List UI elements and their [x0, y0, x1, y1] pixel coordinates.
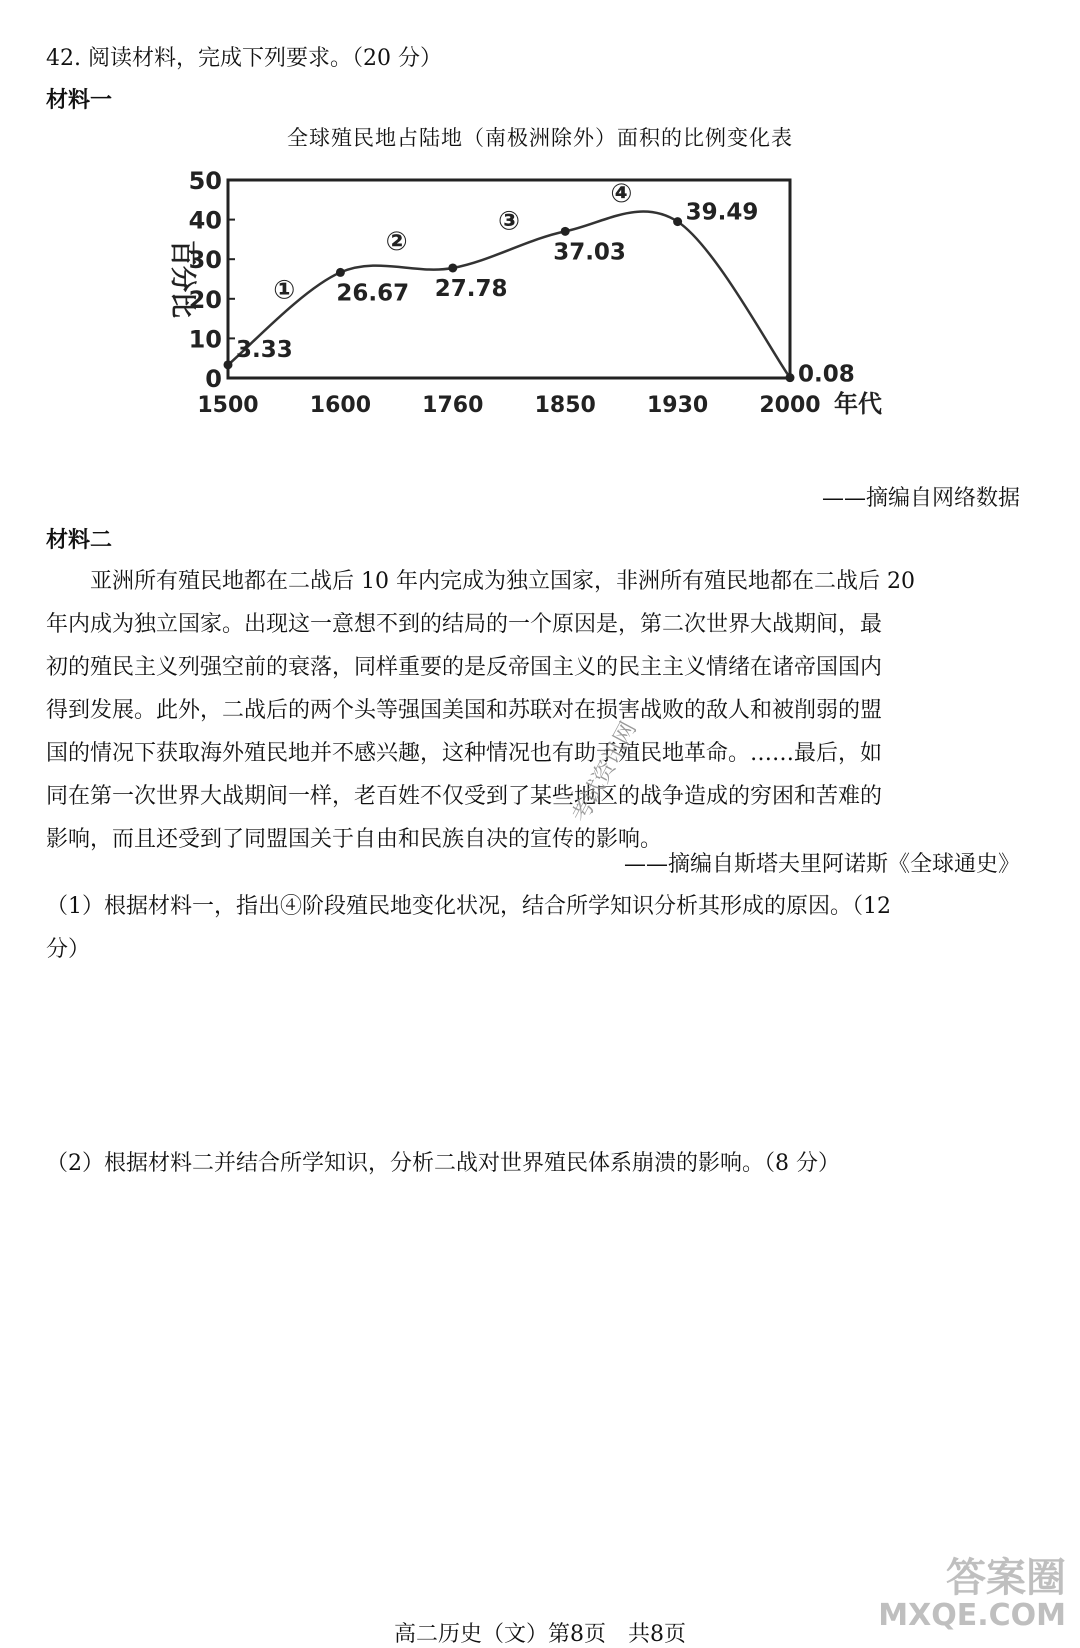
stage-marker: ①	[273, 275, 296, 306]
data-point	[336, 268, 345, 277]
question-1-continued: 分）	[46, 937, 91, 962]
data-label: 0.08	[798, 361, 855, 388]
material1-label: 材料一	[46, 88, 113, 113]
y-tick-label: 10	[188, 325, 222, 354]
data-point	[448, 263, 457, 272]
paragraph-line: 国的情况下获取海外殖民地并不感兴趣，这种情况也有助于殖民地革命。……最后，如	[46, 741, 883, 766]
stage-marker: ②	[385, 227, 408, 258]
data-label: 37.03	[553, 239, 626, 266]
paragraph-line: 亚洲所有殖民地都在二战后 10 年内完成为独立国家，非洲所有殖民地都在二战后 20	[46, 569, 915, 594]
chart-svg	[150, 160, 930, 460]
data-point	[224, 360, 233, 369]
y-tick-label: 0	[205, 365, 222, 393]
source-1: ——摘编自网络数据	[821, 486, 1020, 511]
data-point	[561, 227, 570, 236]
question-2: （2）根据材料二并结合所学知识，分析二战对世界殖民体系崩溃的影响。（8 分）	[46, 1151, 840, 1176]
watermark-logo-text: 答案圈	[946, 1555, 1066, 1601]
paragraph-line: 影响，而且还受到了同盟国关于自由和民族自决的宣传的影响。	[46, 827, 663, 852]
paragraph-line: 年内成为独立国家。出现这一意想不到的结局的一个原因是，第二次世界大战期间，最	[46, 612, 883, 637]
x-tick-label: 2000	[759, 393, 821, 418]
source-2: ——摘编自斯塔夫里阿诺斯《全球通史》	[623, 852, 1020, 877]
watermark-text: 考试资讯网	[568, 717, 642, 827]
x-tick-label: 1850	[534, 393, 596, 418]
stage-marker: ③	[497, 206, 521, 237]
data-label: 26.67	[336, 280, 410, 307]
y-tick-label: 30	[188, 246, 222, 275]
chart-title: 全球殖民地占陆地（南极洲除外）面积的比例变化表	[287, 126, 793, 150]
y-tick-label: 50	[188, 167, 222, 195]
question-header: 42. 阅读材料，完成下列要求。（20 分）	[46, 46, 442, 71]
paragraph-line: 同在第一次世界大战期间一样，老百姓不仅受到了某些地区的战争造成的穷困和苦难的	[46, 784, 883, 809]
x-tick-label: 1600	[309, 393, 372, 418]
colony-share-chart	[150, 160, 930, 460]
data-point	[673, 217, 682, 226]
data-label: 3.33	[236, 336, 293, 363]
y-tick-label: 40	[188, 206, 222, 235]
y-axis-label: 百分比	[167, 239, 197, 319]
paragraph-line: 得到发展。此外，二战后的两个头等强国美国和苏联对在损害战败的敌人和被削弱的盟	[46, 698, 883, 723]
material2-paragraph	[46, 560, 1041, 861]
watermark-logo	[878, 1556, 1066, 1632]
data-point	[786, 373, 795, 382]
y-tick-label: 20	[188, 285, 222, 314]
x-tick-label: 1500	[197, 393, 259, 418]
x-tick-label: 1930	[646, 393, 709, 418]
x-tick-label: 1760	[422, 393, 484, 418]
watermark-logo-url: MXQE.COM	[878, 1598, 1066, 1633]
material2-label: 材料二	[46, 528, 113, 553]
data-label: 39.49	[685, 199, 759, 226]
page-footer: 高二历史（文）第8页 共8页	[394, 1622, 686, 1647]
data-label: 27.78	[434, 275, 508, 302]
stage-marker: ④	[610, 178, 633, 209]
paragraph-line: 初的殖民主义列强空前的衰落，同样重要的是反帝国主义的民主主义情绪在诸帝国国内	[46, 655, 883, 680]
x-axis-label: 年代	[834, 390, 882, 418]
question-1: （1）根据材料一，指出④阶段殖民地变化状况，结合所学知识分析其形成的原因。（12	[46, 894, 891, 919]
